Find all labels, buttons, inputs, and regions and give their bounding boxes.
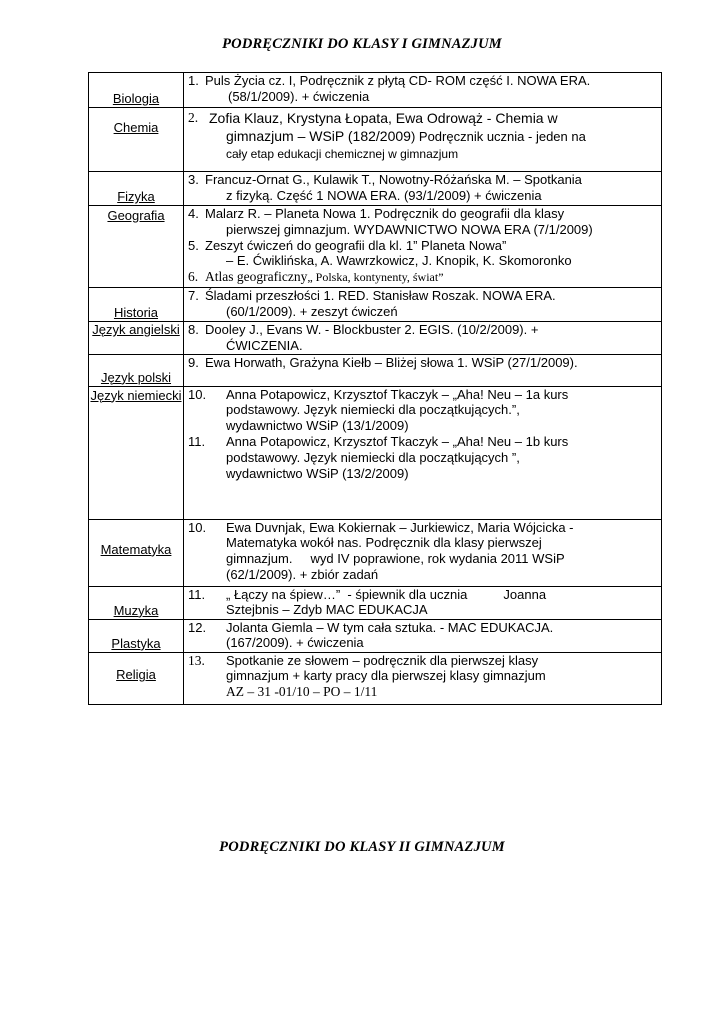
- book-entry: [188, 288, 661, 304]
- book-entry: [188, 653, 661, 669]
- table-row: [89, 288, 662, 322]
- entry-text: Anna Potapowicz, Krzysztof Tkaczyk – „Aha! Neu – 1a kurs: [226, 386, 569, 402]
- entry-text: Anna Potapowicz, Krzysztof Tkaczyk – „Aha! Neu – 1b kurs: [226, 433, 569, 449]
- entry-text: gimnazjum – WSiP (182/2009: [226, 128, 411, 144]
- subject-label: Biologia: [112, 91, 160, 107]
- table-row: [89, 386, 662, 519]
- book-entry: [188, 387, 661, 403]
- book-entry: [188, 322, 661, 338]
- subject-cell: [89, 354, 184, 386]
- subject-label: Język polski: [100, 369, 172, 385]
- entry-text: podstawowy. Język niemiecki dla początkujących.”,: [226, 402, 520, 418]
- table-row: [89, 322, 662, 355]
- entry-text: (58/1/2009). + ćwiczenia: [228, 88, 370, 104]
- entry-number: 12.: [188, 619, 207, 635]
- entry-text: Ewa Duvnjak, Ewa Kokiernak – Jurkiewicz, Maria Wójcicka -: [226, 519, 574, 535]
- book-entry: [188, 620, 661, 636]
- page-heading-klasa-1: PODRĘCZNIKI DO KLASY I GIMNAZJUM: [222, 36, 502, 52]
- entry-text: Ewa Horwath, Grażyna Kiełb – Bliżej słowa 1. WSiP (27/1/2009).: [205, 354, 578, 370]
- book-cell: [184, 73, 662, 108]
- entry-number: 11.: [188, 433, 206, 449]
- entry-text: „ Polska, kontynenty, świat”: [307, 270, 444, 285]
- table-row: [89, 108, 662, 172]
- entry-text: z fizyką. Część 1 NOWA ERA. (93/1/2009) + ćwiczenia: [226, 187, 542, 203]
- entry-text: Jolanta Giemla – W tym cała sztuka. - MAC EDUKACJA.: [226, 619, 554, 635]
- subject-cell: [89, 322, 184, 355]
- entry-number: 8.: [188, 322, 199, 337]
- entry-text: Zofia Klauz, Krystyna Łopata, Ewa Odrowąż - Chemia w: [209, 110, 558, 126]
- entry-number: 13.: [188, 652, 205, 668]
- book-entry: [188, 238, 661, 254]
- subject-cell: [89, 619, 184, 652]
- entry-text: cały etap edukacji chemicznej w gimnazjum: [226, 147, 459, 161]
- subject-label: Geografia: [107, 208, 165, 223]
- book-entry: [188, 109, 661, 127]
- subject-cell: [89, 108, 184, 172]
- book-entry: [188, 520, 661, 536]
- book-entry: [188, 269, 661, 286]
- book-entry: [188, 587, 661, 603]
- book-entry: [188, 172, 661, 188]
- subject-label: Język angielski: [92, 322, 180, 337]
- entry-text: (167/2009). + ćwiczenia: [226, 635, 364, 651]
- table-row: [89, 172, 662, 206]
- entry-text: pierwszej gimnazjum. WYDAWNICTWO NOWA ERA (7/1/2009): [226, 221, 593, 237]
- book-entry: [188, 73, 661, 89]
- subject-label: Muzyka: [113, 602, 159, 618]
- book-cell: [184, 586, 662, 619]
- book-cell: [184, 172, 662, 206]
- subject-cell: [89, 206, 184, 288]
- subject-cell: [89, 73, 184, 108]
- subject-cell: [89, 586, 184, 619]
- entry-number: 9.: [188, 354, 199, 370]
- entry-text: (60/1/2009). + zeszyt ćwiczeń: [226, 303, 398, 319]
- subject-cell: [89, 652, 184, 704]
- subject-label: Chemia: [113, 120, 159, 135]
- entry-text-line: [188, 127, 661, 146]
- entry-number: 3.: [188, 172, 199, 187]
- entry-number: 4.: [188, 206, 199, 221]
- entry-number: 7.: [188, 288, 199, 303]
- table-row: [89, 519, 662, 586]
- subject-cell: [89, 519, 184, 586]
- book-cell: [184, 386, 662, 519]
- table-row: [89, 73, 662, 108]
- book-entry: [188, 355, 661, 371]
- entry-number: 10.: [188, 386, 207, 402]
- book-cell: [184, 519, 662, 586]
- entry-text: AZ – 31 -01/10 – PO – 1/11: [226, 684, 378, 700]
- subject-cell: [89, 288, 184, 322]
- subject-label: Plastyka: [111, 635, 161, 651]
- subject-label: Fizyka: [117, 189, 155, 205]
- book-entry: [188, 434, 661, 450]
- entry-text: Spotkanie ze słowem – podręcznik dla pierwszej klasy: [226, 652, 539, 668]
- entry-text: wydawnictwo WSiP (13/1/2009): [226, 418, 409, 434]
- book-entry: [188, 206, 661, 222]
- book-cell: [184, 652, 662, 704]
- entry-number: 10.: [188, 519, 207, 535]
- entry-text: (62/1/2009). + zbiór zadań: [226, 566, 379, 582]
- entry-number: 6.: [188, 269, 199, 285]
- book-cell: [184, 322, 662, 355]
- table-row: [89, 652, 662, 704]
- entry-text: „ Łączy na śpiew…” - śpiewnik dla ucznia Joanna: [226, 586, 547, 602]
- book-cell: [184, 354, 662, 386]
- subject-label: Historia: [113, 305, 159, 321]
- page-heading-klasa-2: PODRĘCZNIKI DO KLASY II GIMNAZJUM: [219, 839, 505, 855]
- entry-text: podstawowy. Język niemiecki dla początkujących ”,: [226, 449, 520, 465]
- entry-text: Francuz-Ornat G., Kulawik T., Nowotny-Różańska M. – Spotkania: [205, 172, 582, 187]
- entry-text: Malarz R. – Planeta Nowa 1. Podręcznik do geografii dla klasy: [205, 206, 565, 221]
- subject-label: Matematyka: [100, 541, 172, 557]
- entry-number: 5.: [188, 237, 199, 253]
- book-cell: [184, 108, 662, 172]
- table-row: [89, 206, 662, 288]
- entry-text: gimnazjum. wyd IV poprawione, rok wydania 2011 WSiP: [226, 551, 565, 567]
- entry-text: Dooley J., Evans W. - Blockbuster 2. EGIS. (10/2/2009). +: [205, 322, 539, 337]
- entry-number: 2.: [188, 110, 199, 125]
- entry-text: ) Podręcznik ucznia - jeden na: [410, 129, 586, 144]
- book-cell: [184, 288, 662, 322]
- subject-label: Religia: [116, 667, 156, 683]
- entry-text: Matematyka wokół nas. Podręcznik dla klasy pierwszej: [226, 535, 542, 551]
- book-cell: [184, 206, 662, 288]
- entry-text: Puls Życia cz. I, Podręcznik z płytą CD- ROM część I. NOWA ERA.: [205, 73, 591, 88]
- table-row: [89, 619, 662, 652]
- entry-text: ĆWICZENIA.: [226, 337, 303, 353]
- subject-cell: [89, 172, 184, 206]
- subject-label: Język niemiecki: [90, 387, 182, 403]
- table-row: [89, 586, 662, 619]
- entry-text: – E. Ćwiklińska, A. Wawrzkowicz, J. Knopik, K. Skomoronko: [226, 253, 572, 269]
- entry-text: wydawnictwo WSiP (13/2/2009): [226, 465, 409, 481]
- table-row: [89, 354, 662, 386]
- book-cell: [184, 619, 662, 652]
- textbook-table: [88, 72, 662, 705]
- subject-cell: [89, 386, 184, 519]
- entry-text: Śladami przeszłości 1. RED. Stanisław Roszak. NOWA ERA.: [205, 288, 556, 303]
- entry-text: Zeszyt ćwiczeń do geografii dla kl. 1” Planeta Nowa”: [205, 237, 507, 253]
- entry-number: 1.: [188, 73, 199, 88]
- entry-text: Atlas geograficzny: [205, 269, 308, 285]
- entry-text: gimnazjum + karty pracy dla pierwszej klasy gimnazjum: [226, 668, 546, 684]
- entry-number: 11.: [188, 586, 206, 602]
- entry-text: Sztejbnis – Zdyb MAC EDUKACJA: [226, 602, 428, 618]
